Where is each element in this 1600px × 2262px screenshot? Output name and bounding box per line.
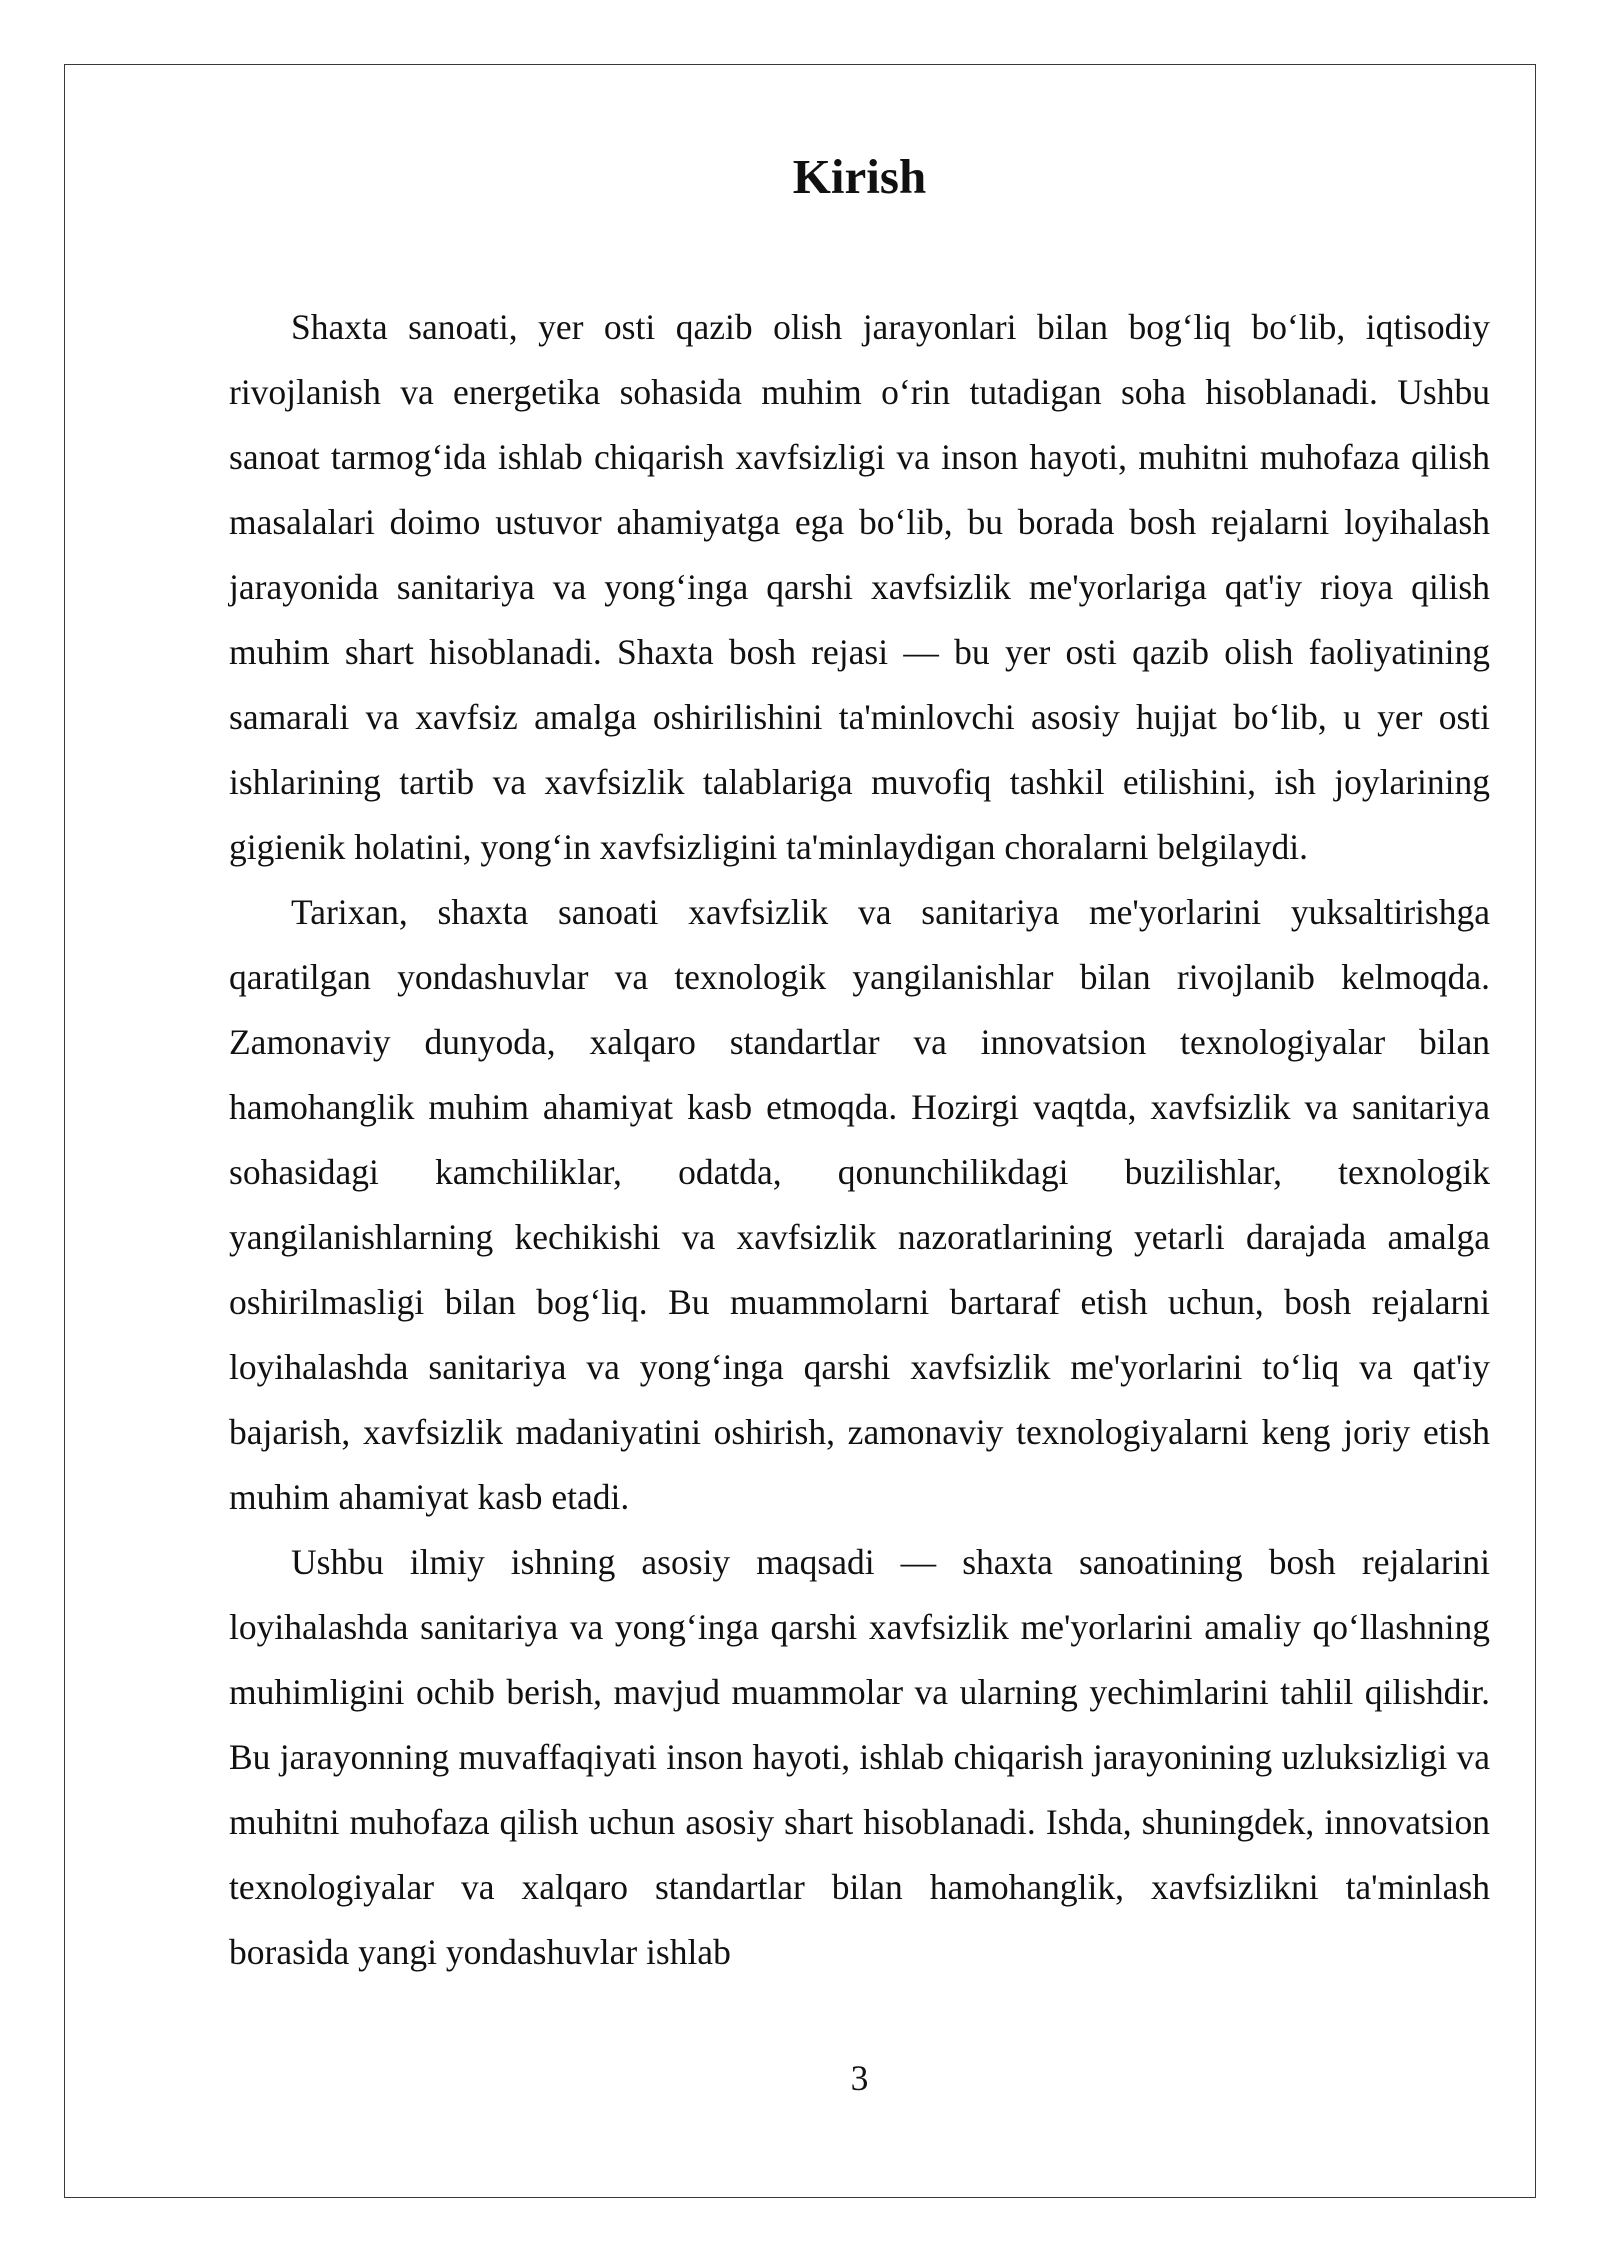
page-number: 3 [850, 2058, 869, 2098]
page-title: Kirish [792, 149, 927, 204]
paragraph-1: Shaxta sanoati, yer osti qazib olish jarayonlari bilan bog‘liq bo‘lib, iqtisodiy rivojlanish va energetika sohasida muhim o‘rin tutadigan soha hisoblanadi. Ushbu sanoat tarmog‘ida ishlab chiqarish xavfsizligi va inson hayoti, muhitni muhofaza qilish masalalari doimo ustuvor ahamiyatga ega bo‘lib, bu borada bosh rejalarni loyihalash jarayonida sanitariya va yong‘inga qarshi xavfsizlik me'yorlariga qat'iy rioya qilish muhim shart hisoblanadi. Shaxta bosh rejasi — bu yer osti qazib olish faoliyatining samarali va xavfsiz amalga oshirilishini ta'minlovchi asosiy hujjat bo‘lib, u yer osti ishlarining tartib va xavfsizlik talablariga muvofiq tashkil etilishini, ish joylarining gigienik holatini, yong‘in xavfsizligini ta'minlaydigan choralarni belgilaydi. [229, 307, 1490, 867]
paragraph-2: Tarixan, shaxta sanoati xavfsizlik va sanitariya me'yorlarini yuksaltirishga qaratilgan yondashuvlar va texnologik yangilanishlar bilan rivojlanib kelmoqda. Zamonaviy dunyoda, xalqaro standartlar va innovatsion texnologiyalar bilan hamohanglik muhim ahamiyat kasb etmoqda. Hozirgi vaqtda, xavfsizlik va sanitariya sohasidagi kamchiliklar, odatda, qonunchilikdagi buzilishlar, texnologik yangilanishlarning kechikishi va xavfsizlik nazoratlarining yetarli darajada amalga oshirilmasligi bilan bog‘liq. Bu muammolarni bartaraf etish uchun, bosh rejalarni loyihalashda sanitariya va yong‘inga qarshi xavfsizlik me'yorlarini to‘liq va qat'iy bajarish, xavfsizlik madaniyatini oshirish, zamonaviy texnologiyalarni keng joriy etish muhim ahamiyat kasb etadi. [229, 892, 1490, 1517]
document-body [229, 295, 1490, 1985]
paragraph-3: Ushbu ilmiy ishning asosiy maqsadi — shaxta sanoatining bosh rejalarini loyihalashda sanitariya va yong‘inga qarshi xavfsizlik me'yorlarini amaliy qo‘llashning muhimligini ochib berish, mavjud muammolar va ularning yechimlarini tahlil qilishdir. Bu jarayonning muvaffaqiyati inson hayoti, ishlab chiqarish jarayonining uzluksizligi va muhitni muhofaza qilish uchun asosiy shart hisoblanadi. Ishda, shuningdek, innovatsion texnologiyalar va xalqaro standartlar bilan hamohanglik, xavfsizlikni ta'minlash borasida yangi yondashuvlar ishlab [229, 1542, 1490, 1972]
